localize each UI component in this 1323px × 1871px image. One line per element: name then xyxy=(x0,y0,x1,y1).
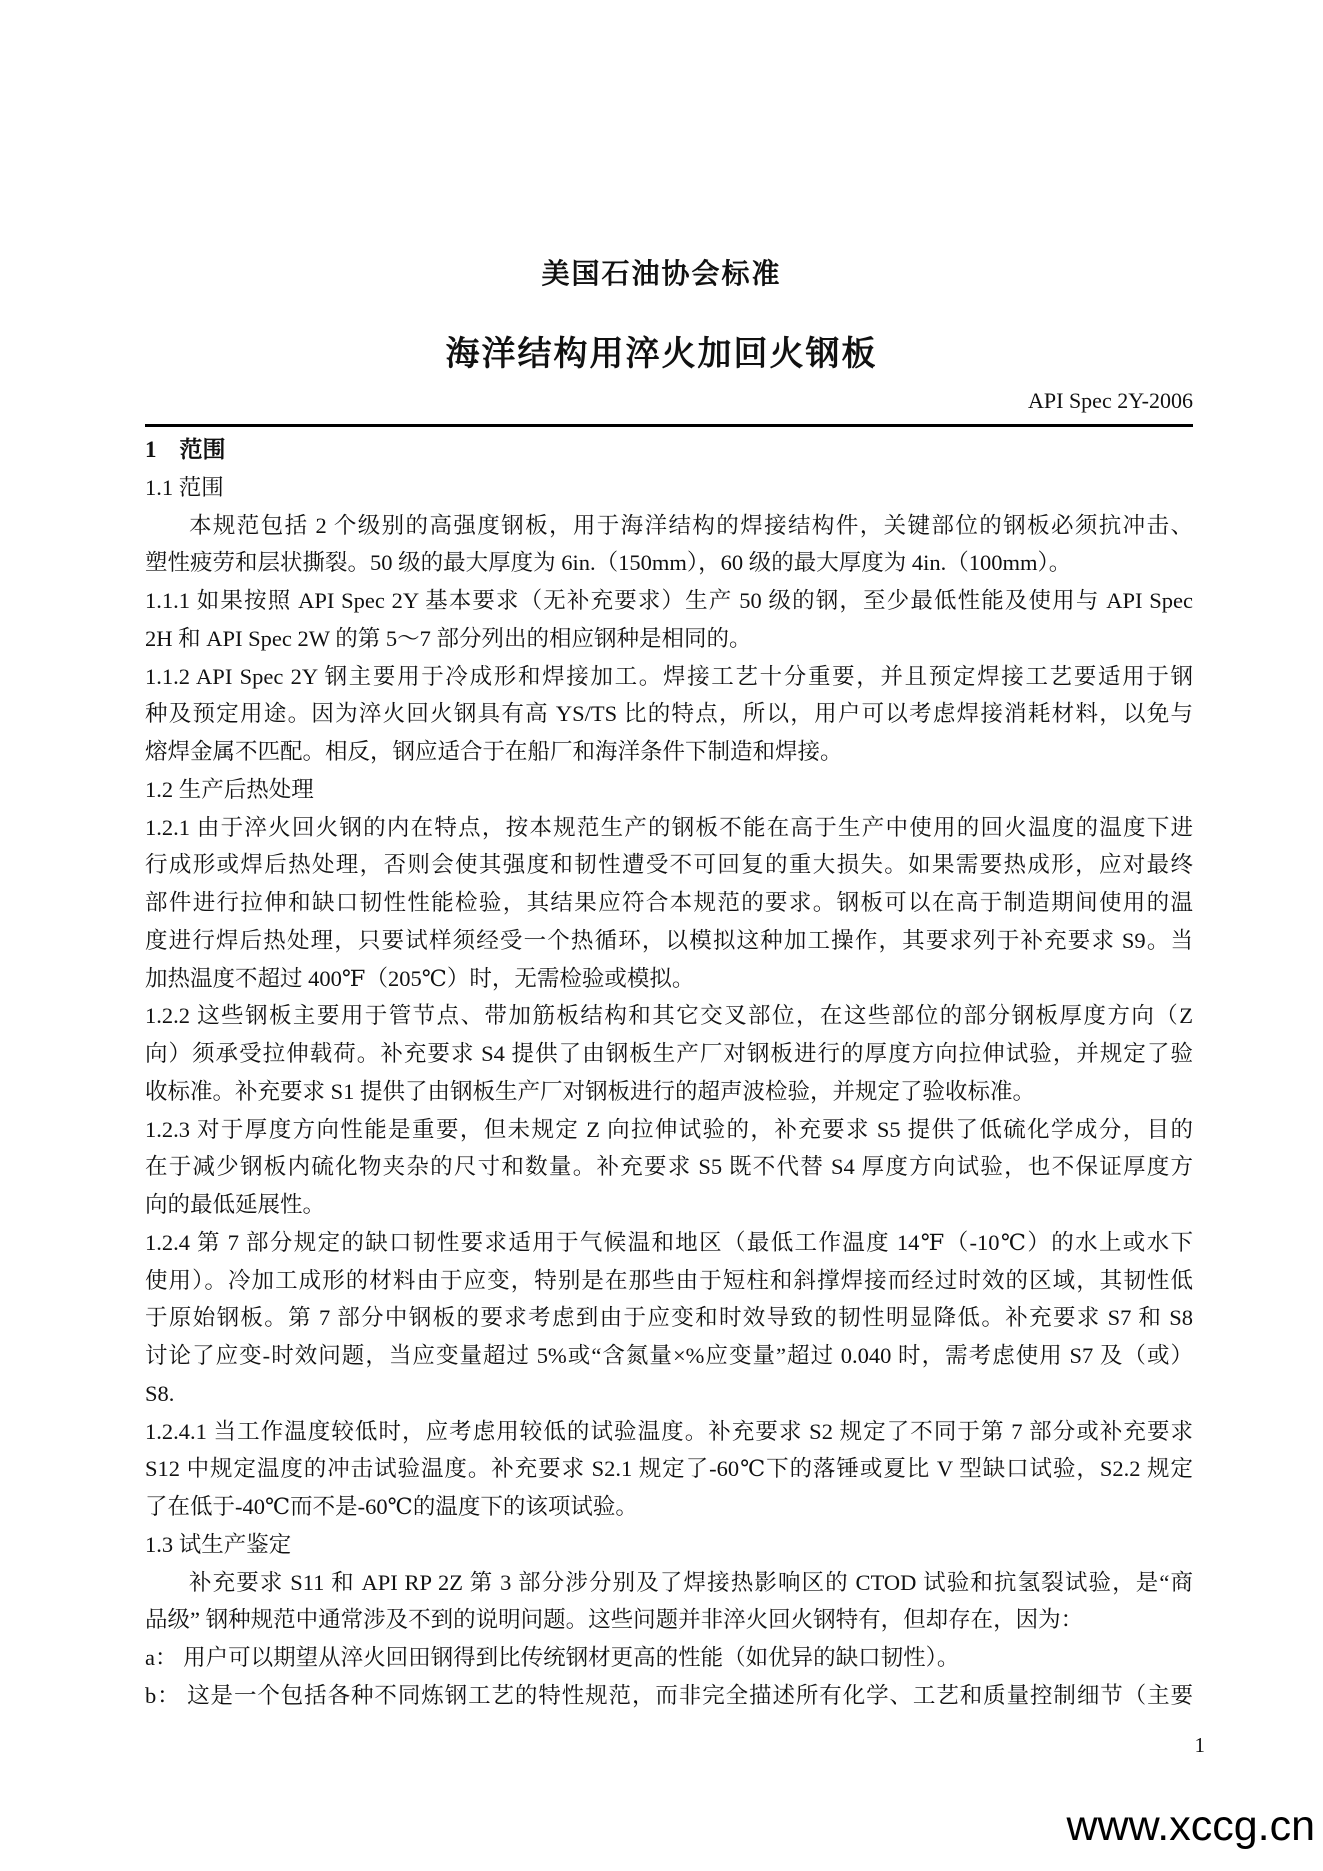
text-line: 1.1.2 API Spec 2Y 钢主要用于冷成形和焊接加工。焊接工艺十分重要，并且预定焊接工艺要适用于钢 xyxy=(145,663,1193,689)
text-line: 种及预定用途。因为淬火回火钢具有高 YS/TS 比的特点，所以，用户可以考虑焊接消耗材料，以免与 xyxy=(145,701,1193,727)
text-line: 补充要求 S11 和 API RP 2Z 第 3 部分涉分别及了焊接热影响区的 CTOD 试验和抗氢裂试验，是“商 xyxy=(189,1569,1193,1595)
text-line: 1.1 范围 xyxy=(145,474,224,500)
text-line: 了在低于-40℃而不是-60℃的温度下的该项试验。 xyxy=(145,1494,638,1519)
doc-title: 海洋结构用淬火加回火钢板 xyxy=(445,335,878,373)
text-line: 向）须承受拉伸载荷。补充要求 S4 提供了由钢板生产厂对钢板进行的厚度方向拉伸试验，并规定了验 xyxy=(145,1041,1193,1066)
text-line: 度进行焊后热处理，只要试样须经受一个热循环，以模拟这种加工操作，其要求列于补充要求 S9。当 xyxy=(145,927,1193,953)
text-line: 加热温度不超过 400℉（205℃）时，无需检验或模拟。 xyxy=(145,965,695,991)
text-line: 1.2.1 由于淬火回火钢的内在特点，按本规范生产的钢板不能在高于生产中使用的回火温度的温度下进 xyxy=(145,814,1193,840)
document-lines xyxy=(145,431,1193,1715)
text-line: 2H 和 API Spec 2W 的第 5～7 部分列出的相应钢种是相同的。 xyxy=(145,625,752,651)
text-line: S8. xyxy=(145,1380,175,1406)
text-line: a： 用户可以期望从淬火回田钢得到比传统钢材更高的性能（如优异的缺口韧性）。 xyxy=(145,1645,960,1670)
page-number: 1 xyxy=(1194,1733,1205,1757)
text-line: 1.2.4.1 当工作温度较低时，应考虑用较低的试验温度。补充要求 S2 规定了不同于第 7 部分或补充要求 xyxy=(145,1418,1193,1444)
org-title: 美国石油协会标准 xyxy=(541,258,782,289)
text-line: 1.2.4 第 7 部分规定的缺口韧性要求适用于气候温和地区（最低工作温度 14℉（-10℃）的水上或水下 xyxy=(145,1229,1193,1255)
text-line: b： 这是一个包括各种不同炼钢工艺的特性规范，而非完全描述所有化学、工艺和质量控制细节（主要 xyxy=(145,1682,1193,1708)
text-line: 1.2.2 这些钢板主要用于管节点、带加筋板结构和其它交叉部位，在这些部位的部分钢板厚度方向（Z xyxy=(145,1003,1193,1029)
spec-code: API Spec 2Y-2006 xyxy=(1028,388,1193,413)
text-line: 1.2.3 对于厚度方向性能是重要，但未规定 Z 向拉伸试验的，补充要求 S5 提供了低硫化学成分，目的 xyxy=(145,1116,1193,1142)
header-divider xyxy=(145,424,1193,427)
text-line: 行成形或焊后热处理，否则会使其强度和韧性遭受不可回复的重大损失。如果需要热成形，应对最终 xyxy=(145,852,1193,878)
text-line: 1.1.1 如果按照 API Spec 2Y 基本要求（无补充要求）生产 50 级的钢，至少最低性能及使用与 API Spec xyxy=(145,588,1193,613)
watermark: www.xccg.cn xyxy=(1066,1802,1315,1850)
text-line: 1.3 试生产鉴定 xyxy=(145,1531,292,1557)
text-line: 本规范包括 2 个级别的高强度钢板，用于海洋结构的焊接结构件，关键部位的钢板必须抗冲击、 xyxy=(189,512,1193,538)
text-line: S12 中规定温度的冲击试验温度。补充要求 S2.1 规定了-60℃下的落锤或夏比 V 型缺口试验，S2.2 规定 xyxy=(145,1456,1193,1482)
text-line: 部件进行拉伸和缺口韧性性能检验，其结果应符合本规范的要求。钢板可以在高于制造期间使用的温 xyxy=(145,890,1193,915)
text-line: 1.2 生产后热处理 xyxy=(145,776,314,802)
text-line: 熔焊金属不匹配。相反，钢应适合于在船厂和海洋条件下制造和焊接。 xyxy=(145,739,843,764)
text-line: 在于减少钢板内硫化物夹杂的尺寸和数量。补充要求 S5 既不代替 S4 厚度方向试验，也不保证厚度方 xyxy=(145,1154,1193,1180)
text-line: 品级” 钢种规范中通常涉及不到的说明问题。这些问题并非淬火回火钢特有，但却存在，因为： xyxy=(145,1607,1084,1633)
text-line: 使用）。冷加工成形的材料由于应变，特别是在那些由于短柱和斜撑焊接而经过时效的区域，其韧性低 xyxy=(145,1267,1193,1293)
text-line: 1 范围 xyxy=(145,437,226,462)
text-line: 塑性疲劳和层状撕裂。50 级的最大厚度为 6in.（150mm），60 级的最大厚度为 4in.（100mm）。 xyxy=(145,550,1072,576)
text-line: 讨论了应变-时效问题，当应变量超过 5%或“含氮量×%应变量”超过 0.040 时，需考虑使用 S7 及（或） xyxy=(145,1343,1193,1368)
text-line: 向的最低延展性。 xyxy=(145,1192,326,1217)
text-line: 于原始钢板。第 7 部分中钢板的要求考虑到由于应变和时效导致的韧性明显降低。补充要求 S7 和 S8 xyxy=(145,1305,1193,1331)
text-line: 收标准。补充要求 S1 提供了由钢板生产厂对钢板进行的超声波检验，并规定了验收标准。 xyxy=(145,1078,1036,1104)
